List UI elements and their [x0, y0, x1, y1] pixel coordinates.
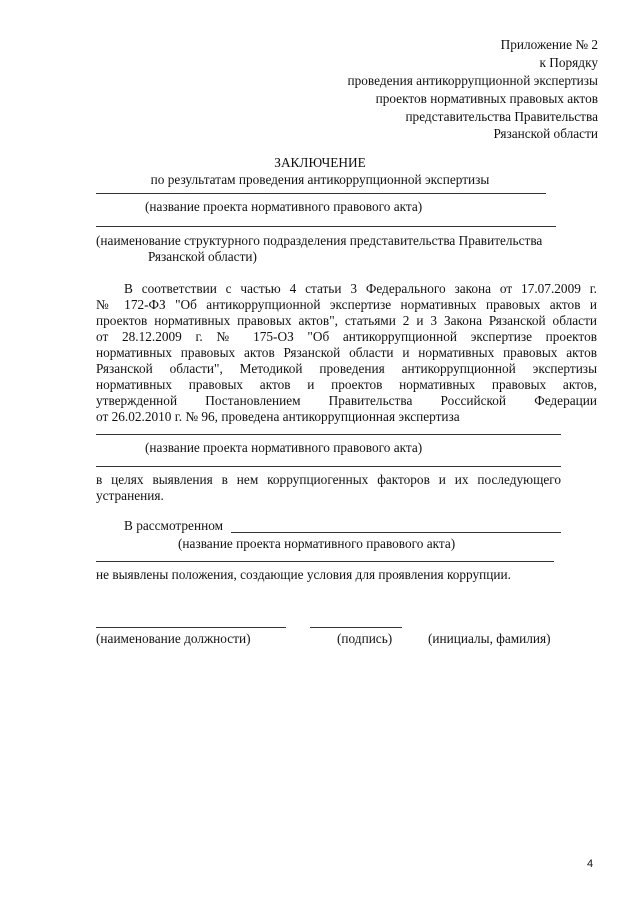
- paragraph-line: Рязанской области", Методикой проведения антикоррупционной экспертизы: [96, 361, 597, 376]
- caption-act-name: (название проекта нормативного правового акта): [145, 440, 423, 455]
- reviewed-label: В рассмотренном: [124, 518, 223, 533]
- page-number: 4: [587, 858, 594, 870]
- purpose-line-2: устранения.: [96, 488, 164, 503]
- conclusion-text: не выявлены положения, создающие условия для проявления коррупции.: [96, 567, 511, 582]
- paragraph-line: № 172-ФЗ "Об антикоррупционной экспертизе нормативных правовых актов и: [96, 297, 597, 312]
- blank-line-act-name: [96, 434, 561, 435]
- paragraph-line: утвержденной Постановлением Правительства Российской Федерации: [96, 393, 597, 408]
- caption-initials: (инициалы, фамилия): [428, 631, 551, 646]
- signature-line-sign: [310, 627, 402, 628]
- header-line-1: Приложение № 2: [500, 37, 598, 52]
- paragraph-line: проектов нормативных правовых актов", статьями 2 и 3 Закона Рязанской области: [96, 313, 597, 328]
- signature-line-position: [96, 627, 286, 628]
- blank-line: [96, 561, 554, 562]
- paragraph-line: от 26.02.2010 г. № 96, проведена антикоррупционная экспертиза: [96, 409, 460, 424]
- purpose-line-1: в целях выявления в нем коррупциогенных факторов и их последующего: [96, 472, 561, 487]
- header-line-3: проведения антикоррупционной экспертизы: [347, 73, 598, 88]
- caption-unit-name-line2: Рязанской области): [148, 249, 257, 264]
- caption-unit-name-line1: (наименование структурного подразделения представительства Правительства: [96, 233, 543, 248]
- blank-line-unit-name: [96, 226, 556, 227]
- paragraph-line: от 28.12.2009 г. № 175-ОЗ "Об антикоррупционной экспертизе проектов: [96, 329, 597, 344]
- document-title: ЗАКЛЮЧЕНИЕ: [274, 155, 366, 170]
- caption-position: (наименование должности): [96, 631, 251, 646]
- paragraph-line: В соответствии с частью 4 статьи 3 Федерального закона от 17.07.2009 г.: [124, 281, 597, 296]
- header-line-5: представительства Правительства: [405, 109, 598, 124]
- document-subtitle: по результатам проведения антикоррупционной экспертизы: [150, 172, 490, 187]
- header-line-2: к Порядку: [539, 55, 598, 70]
- blank-line: [96, 466, 561, 467]
- blank-line-reviewed: [231, 532, 561, 533]
- caption-act-name: (название проекта нормативного правового акта): [178, 536, 456, 551]
- header-line-6: Рязанской области: [493, 126, 598, 141]
- blank-line-act-name: [96, 193, 546, 194]
- caption-act-name: (название проекта нормативного правового акта): [145, 199, 423, 214]
- paragraph-line: нормативных правовых актов Рязанской области и нормативных правовых актов: [96, 345, 597, 360]
- header-line-4: проектов нормативных правовых актов: [375, 91, 598, 106]
- caption-signature: (подпись): [337, 631, 393, 646]
- paragraph-line: нормативных правовых актов и проектов нормативных правовых актов,: [96, 377, 597, 392]
